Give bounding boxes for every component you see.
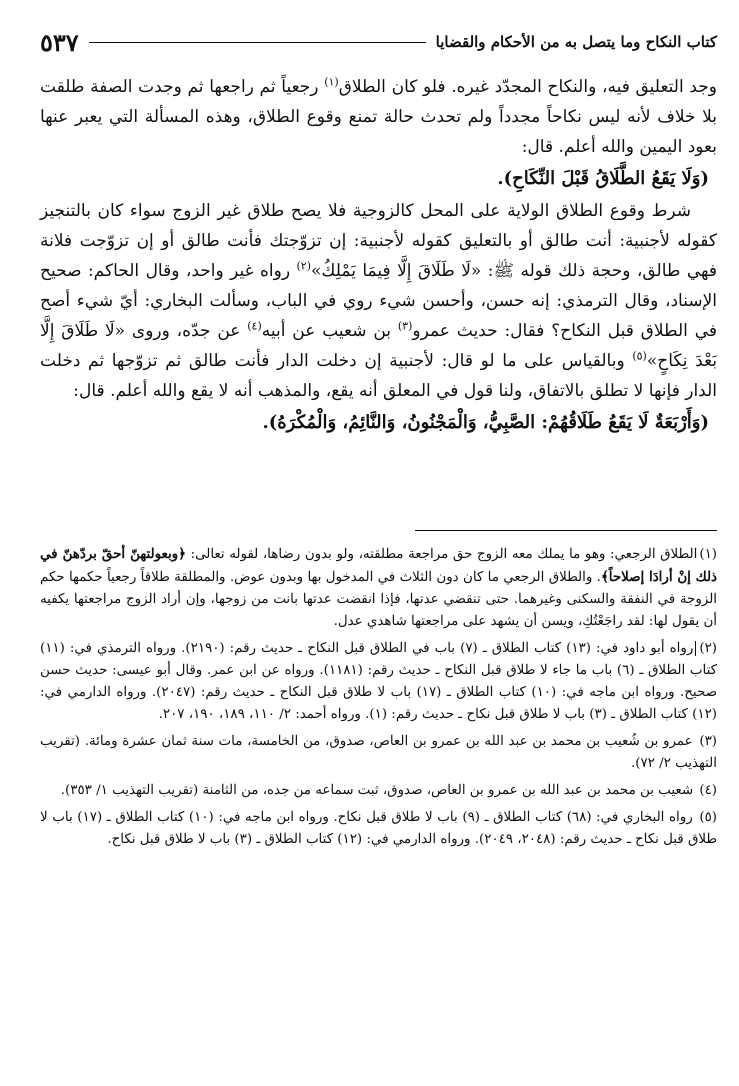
footnote-5-text: رواه البخاري في: (٦٨) كتاب الطلاق ـ (٩) باب لا طلاق قبل نكاح. ورواه ابن ماجه في: (١٠) كتاب الطلاق ـ (١٧) باب لا طلاق قبل نكاح ـ حديث رقم: (٢٠٤٨، ٢٠٤٩). ورواه الدارمي في: (١٢) كتاب الطلاق ـ (٣) باب لا طلاق قبل نكاح. [40, 810, 717, 847]
footnote-2-text: رواه أبو داود في: (١٣) كتاب الطلاق ـ (٧) باب في الطلاق قبل النكاح ـ حديث رقم: (٢١٩٠). ورواه الترمذي في: (١١) كتاب الطلاق ـ (٦) باب ما جاء لا طلاق قبل النكاح ـ حديث رقم: (١١٨١). ورواه عن ابن عمر. وقال أبو عيسى: حديث حسن صحيح. ورواه ابن ماجه في: (١٠) كتاب الطلاق ـ (١٧) باب لا طلاق قبل النكاح ـ حديث رقم: (٢٠٤٧). ورواه الدارمي في: (١٢) كتاب الطلاق ـ (٣) باب لا طلاق قبل نكاح ـ حديث رقم: (١). ورواه أحمد: ٢/ ١١٠، ١٨٩، ١٩٠، ٢٠٧. [40, 641, 718, 722]
footnote-ref-1[interactable]: (١) [324, 75, 339, 89]
page-header [40, 28, 717, 56]
page-number: ٥٣٧ [40, 27, 79, 57]
footnote-3-text: عمرو بن شُعيب بن محمد بن عبد الله بن عمرو بن العاص، صدوق، من الخامسة، مات سنة ثمان عشرة ومائة. (تقريب التهذيب ٢/ ٧٢). [40, 734, 717, 771]
footnote-ref-2[interactable]: (٢) [296, 259, 312, 273]
paragraph-1 [40, 72, 717, 162]
footnote-3 [40, 731, 717, 775]
para2-text-e: وبالقياس على ما لو قال: لأجنبية إن دخلت الدار فأنت طالق ثم تزوّجها ثم دخلت الدار فإنها لا تطلق بالاتفاق، ولنا قول في المعلق أنه يقع، والمذهب أنه لا يقع والله أعلم. قال: [40, 351, 717, 401]
footnote-1-number: (١) [699, 547, 717, 562]
footnote-4 [40, 780, 717, 802]
para2-text-d: عن جدّه، وروى «لَا طَلَاقَ إِلَّا بَعْدَ نِكَاحٍ» [40, 321, 717, 371]
paragraph-2 [40, 196, 717, 406]
para2-text-c: بن شعيب عن أبيه [261, 321, 398, 341]
footnote-ref-4[interactable]: (٤) [247, 319, 262, 333]
footnote-separator [415, 530, 717, 531]
footnote-1 [40, 543, 717, 633]
matn-quote-2: (وَأَرْبَعَةٌ لَا يَقَعُ طَلَاقُهُمْ: الصَّبِيُّ، وَالْمَجْنُونُ، وَالنَّائِمُ، وَالْمُكْرَهُ). [262, 412, 709, 433]
footnote-5-number: (٥) [699, 810, 717, 825]
matn-quote-1: (وَلَا يَقَعُ الطَّلَاقُ قَبْلَ النِّكَاحِ). [497, 168, 709, 189]
footnote-1-text-a: الطلاق الرجعي: وهو ما يملك معه الزوج حق مراجعة مطلقته، ولو بدون رضاها، لقوله تعالى: [186, 547, 698, 562]
footnotes [40, 543, 717, 856]
para1-text-b: رجعياً ثم راجعها ثم وجدت الصفة طلقت بلا خلاف لأنه ليس نكاحاً مجدداً ولم تحدث حالة تمنع وقوع الطلاق، وهذه المسألة التي يعبر عنها بعود اليمين والله أعلم. قال: [40, 77, 717, 157]
para1-text-a: وجد التعليق فيه، والنكاح المجدّد غيره. فلو كان الطلاق [338, 77, 717, 97]
main-text [40, 72, 717, 440]
footnote-1-verse: ﴿وبعولتهنّ أحقّ بردّهنّ في ذلك إنْ أرادَا إصلاحاً﴾ [40, 546, 717, 585]
footnote-1-text-b: . والطلاق الرجعي ما كان دون الثلاث في المدخول بها وبدون عوض. والمطلقة طلاقاً رجعياً حكمها حكم الزوجة في النفقة والسكنى وغيرهما. حتى تنقضي عدتها، فإذا انقضت عدتها بانت من زوجها، وإن أراد الزوج مراجعتها يكفيه أن يقول لها: لقد راجَعْتُكِ، ويسن أن يشهد على مراجعتها شاهدي عدل. [40, 570, 717, 629]
para2-text-b: رواه غير واحد، وقال الحاكم: صحيح الإسناد، وقال الترمذي: إنه حسن، وأحسن شيء روي في الباب، وسألت البخاري: أيّ شيء أصح في الطلاق قبل النكاح؟ فقال: حديث عمرو [40, 261, 717, 341]
running-title: كتاب النكاح وما يتصل به من الأحكام والقضايا [435, 33, 717, 51]
header-rule [89, 42, 426, 43]
footnote-4-number: (٤) [699, 783, 717, 798]
footnote-4-text: شعيب بن محمد بن عبد الله بن عمرو بن العاص، صدوق، ثبت سماعه من جده، من الثامنة (تقريب التهذيب ١/ ٣٥٣). [60, 783, 694, 798]
footnote-2 [40, 638, 717, 726]
footnote-5 [40, 807, 717, 851]
footnote-3-number: (٣) [699, 734, 717, 749]
footnote-2-number: (٢) [695, 641, 717, 656]
footnote-ref-5[interactable]: (٥) [632, 349, 647, 363]
para2-text-a: شرط وقوع الطلاق الولاية على المحل كالزوجية فلا يصح طلاق غير الزوج سواء كان بالتنجيز كقوله لأجنبية: أنت طالق أو بالتعليق كقوله لأجنبية: إن تزوّجتك فأنت طالق أو إن تزوّجت فلانة فهي طالق، وحجة ذلك قوله ﷺ: «لَا طَلَاقَ إِلَّا فِيمَا يَمْلِكُ» [40, 201, 717, 281]
footnote-ref-3[interactable]: (٣) [397, 319, 413, 333]
